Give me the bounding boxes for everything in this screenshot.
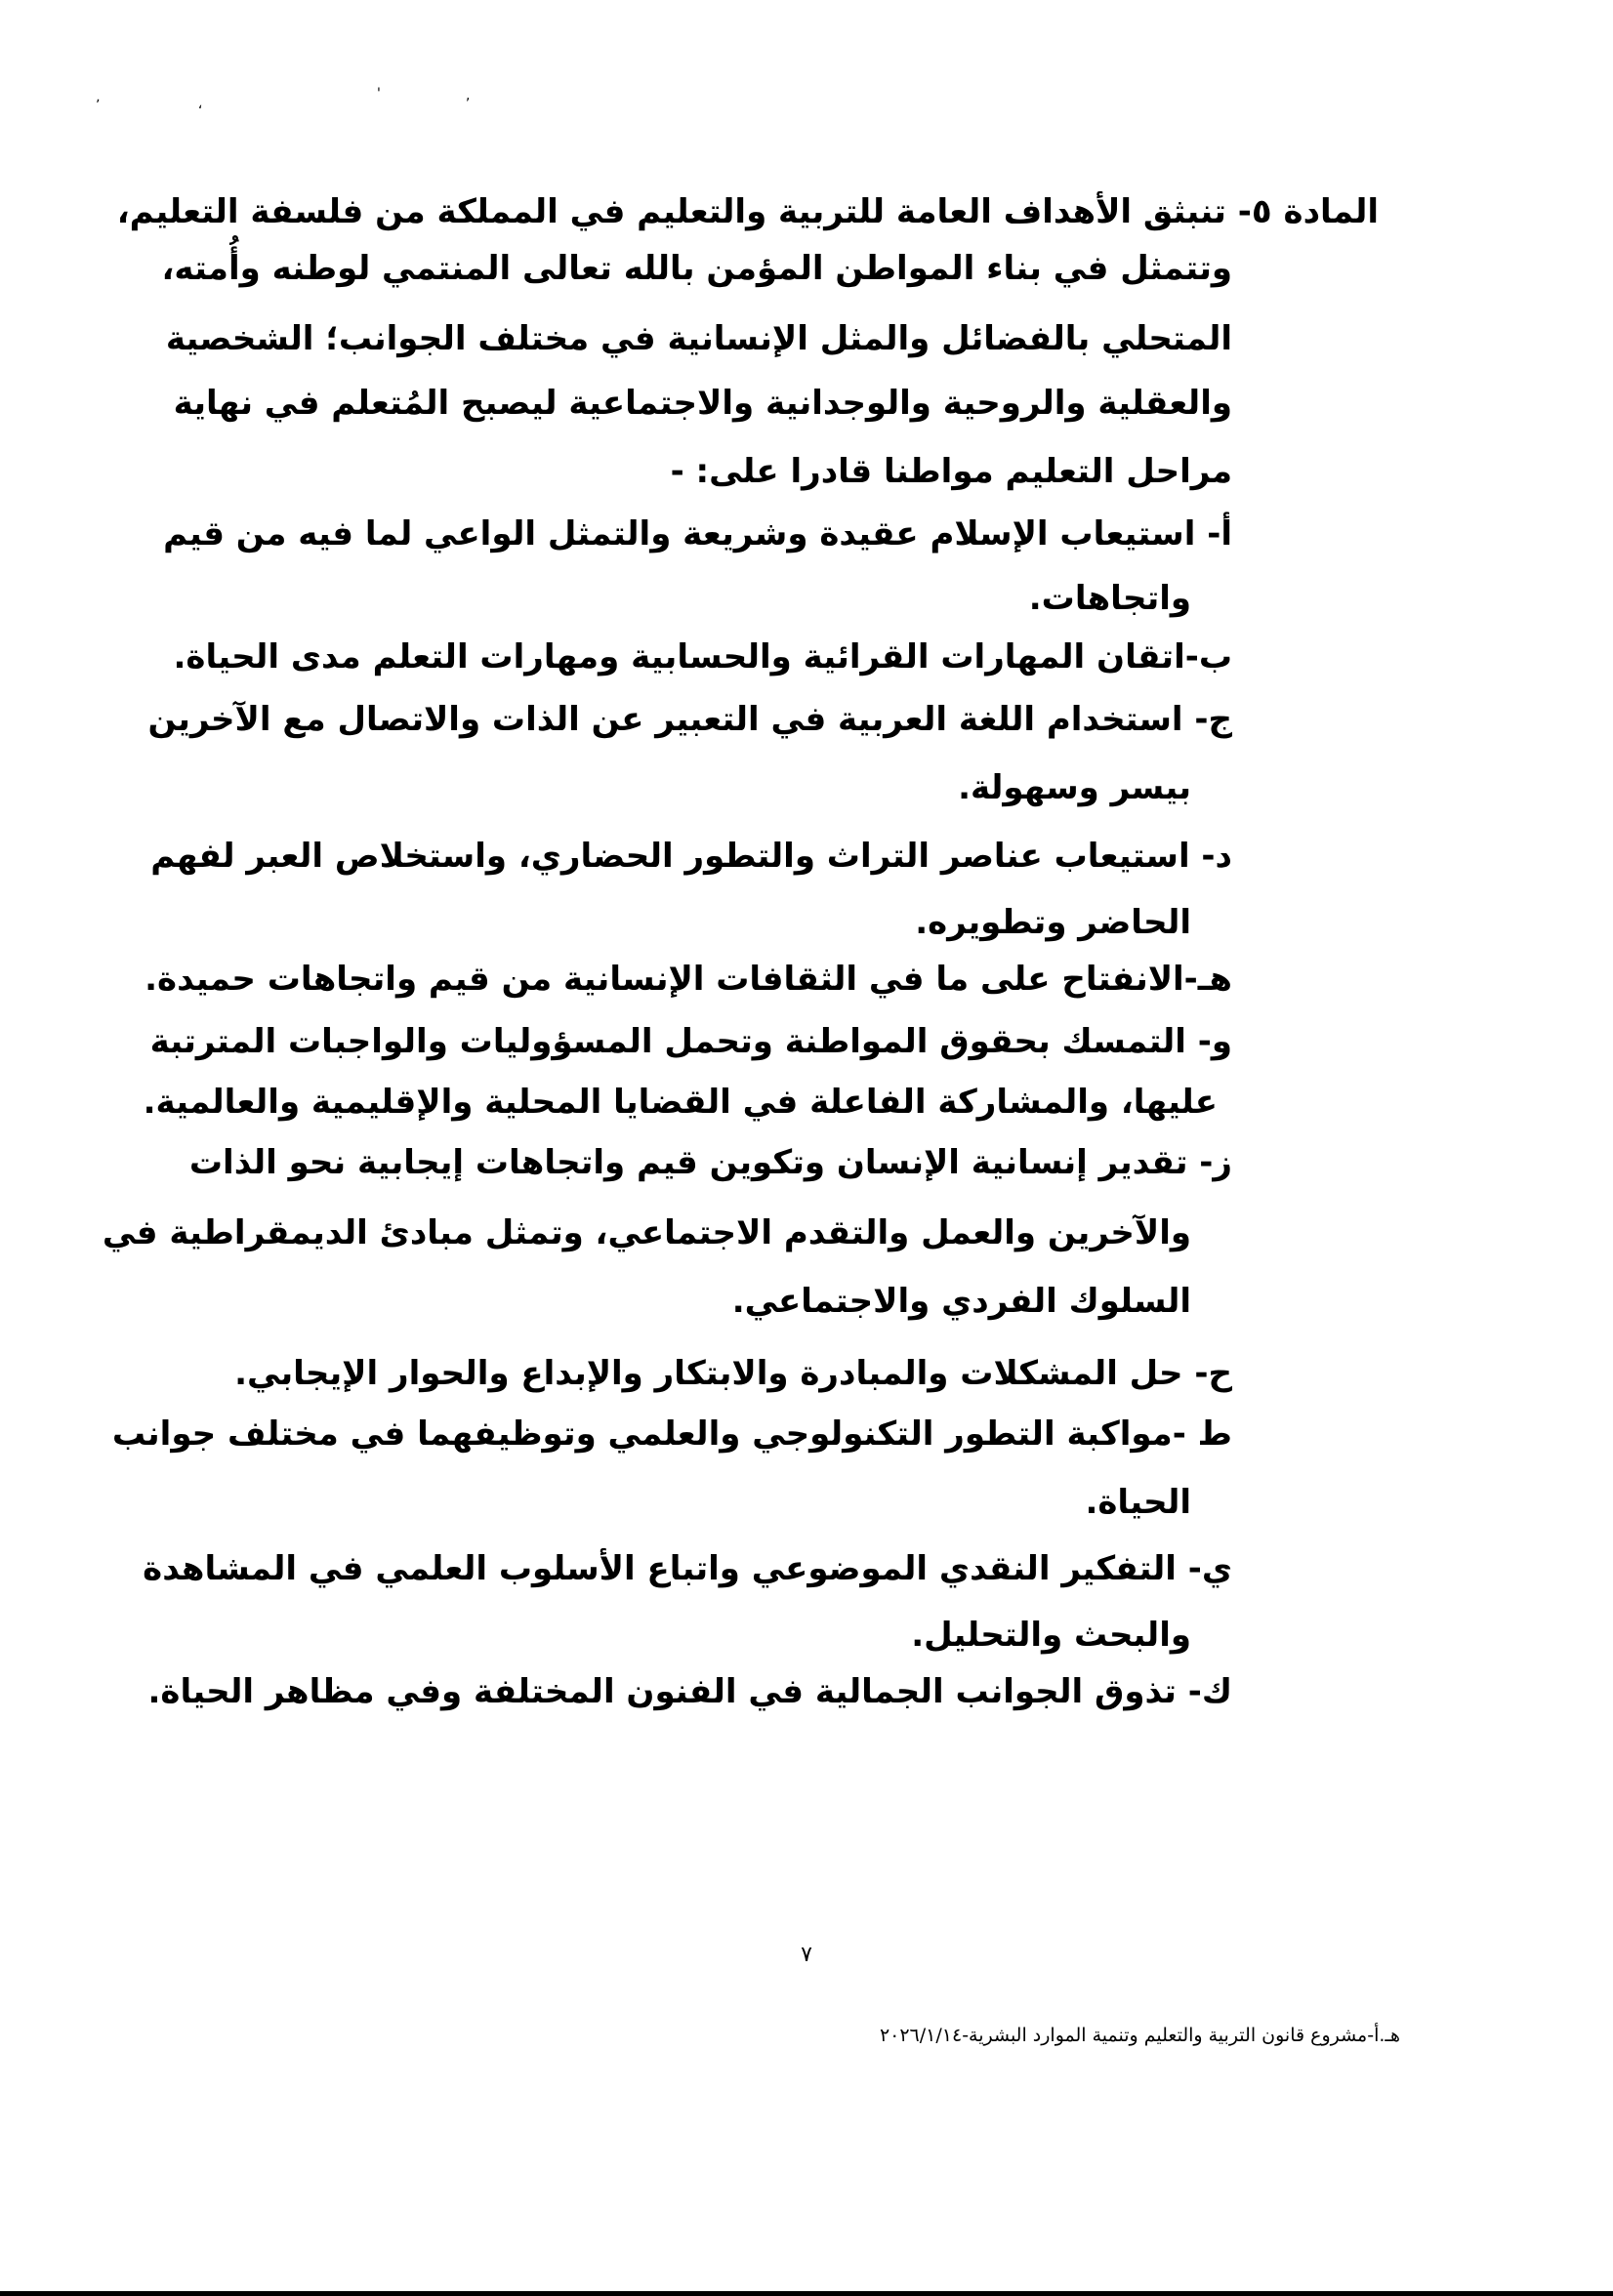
list-item-j-continuation: والبحث والتحليل. [911,1616,1191,1655]
article-body-line: المتحلي بالفضائل والمثل الإنسانية في مختلف الجوانب؛ الشخصية [165,319,1232,358]
list-item-h: ح- حل المشكلات والمبادرة والابتكار والإبداع والحوار الإيجابي. [234,1354,1232,1393]
document-footer: هـ.أ-مشروع قانون التربية والتعليم وتنمية الموارد البشرية-٢٠٢٦/١/١٤ [879,2025,1400,2046]
scan-artifact: ' [377,86,381,102]
list-item-a-continuation: واتجاهات. [1028,579,1191,618]
scan-artifact: ʼ [96,98,101,113]
list-item-g: ز- تقدير إنسانية الإنسان وتكوين قيم واتجاهات إيجابية نحو الذات [188,1143,1232,1182]
list-item-g-continuation: والآخرين والعمل والتقدم الاجتماعي، وتمثل مبادئ الديمقراطية في [102,1213,1191,1252]
scan-artifact: ʻ [198,103,203,119]
page-number: ٧ [801,1943,812,1967]
article-body-line: وتتمثل في بناء المواطن المؤمن بالله تعالى المنتمي لوطنه وأُمته، [161,249,1232,288]
list-item-f-continuation: عليها، والمشاركة الفاعلة في القضايا المحلية والإقليمية والعالمية. [143,1083,1218,1122]
scan-edge-bar [0,2291,1613,2296]
list-item-k: ك- تذوق الجوانب الجمالية في الفنون المختلفة وفي مظاهر الحياة. [147,1672,1232,1711]
article-body-line: والعقلية والروحية والوجدانية والاجتماعية ليصبح المُتعلم في نهاية [173,384,1232,423]
list-item-c-continuation: بيسر وسهولة. [958,768,1191,807]
list-item-b: ب-اتقان المهارات القرائية والحسابية ومهارات التعلم مدى الحياة. [173,637,1232,676]
list-item-g-continuation: السلوك الفردي والاجتماعي. [731,1282,1191,1321]
article-body-line: مراحل التعليم مواطنا قادرا على: - [670,452,1232,491]
list-item-a: أ- استيعاب الإسلام عقيدة وشريعة والتمثل الواعي لما فيه من قيم [163,514,1232,554]
list-item-i: ط -مواكبة التطور التكنولوجي والعلمي وتوظيفهما في مختلف جوانب [111,1414,1232,1454]
list-item-i-continuation: الحياة. [1085,1483,1191,1522]
list-item-e: هـ-الانفتاح على ما في الثقافات الإنسانية من قيم واتجاهات حميدة. [145,960,1232,999]
scan-artifact: , [466,88,471,103]
article-heading-line: المادة ٥- تنبثق الأهداف العامة للتربية والتعليم في المملكة من فلسفة التعليم، [116,192,1379,231]
list-item-j: ي- التفكير النقدي الموضوعي واتباع الأسلوب العلمي في المشاهدة [143,1549,1232,1588]
list-item-c: ج- استخدام اللغة العربية في التعبير عن الذات والاتصال مع الآخرين [147,700,1232,739]
list-item-d-continuation: الحاضر وتطويره. [915,903,1191,942]
list-item-d: د- استيعاب عناصر التراث والتطور الحضاري، واستخلاص العبر لفهم [150,837,1232,876]
list-item-f: و- التمسك بحقوق المواطنة وتحمل المسؤوليات والواجبات المترتبة [149,1022,1232,1061]
